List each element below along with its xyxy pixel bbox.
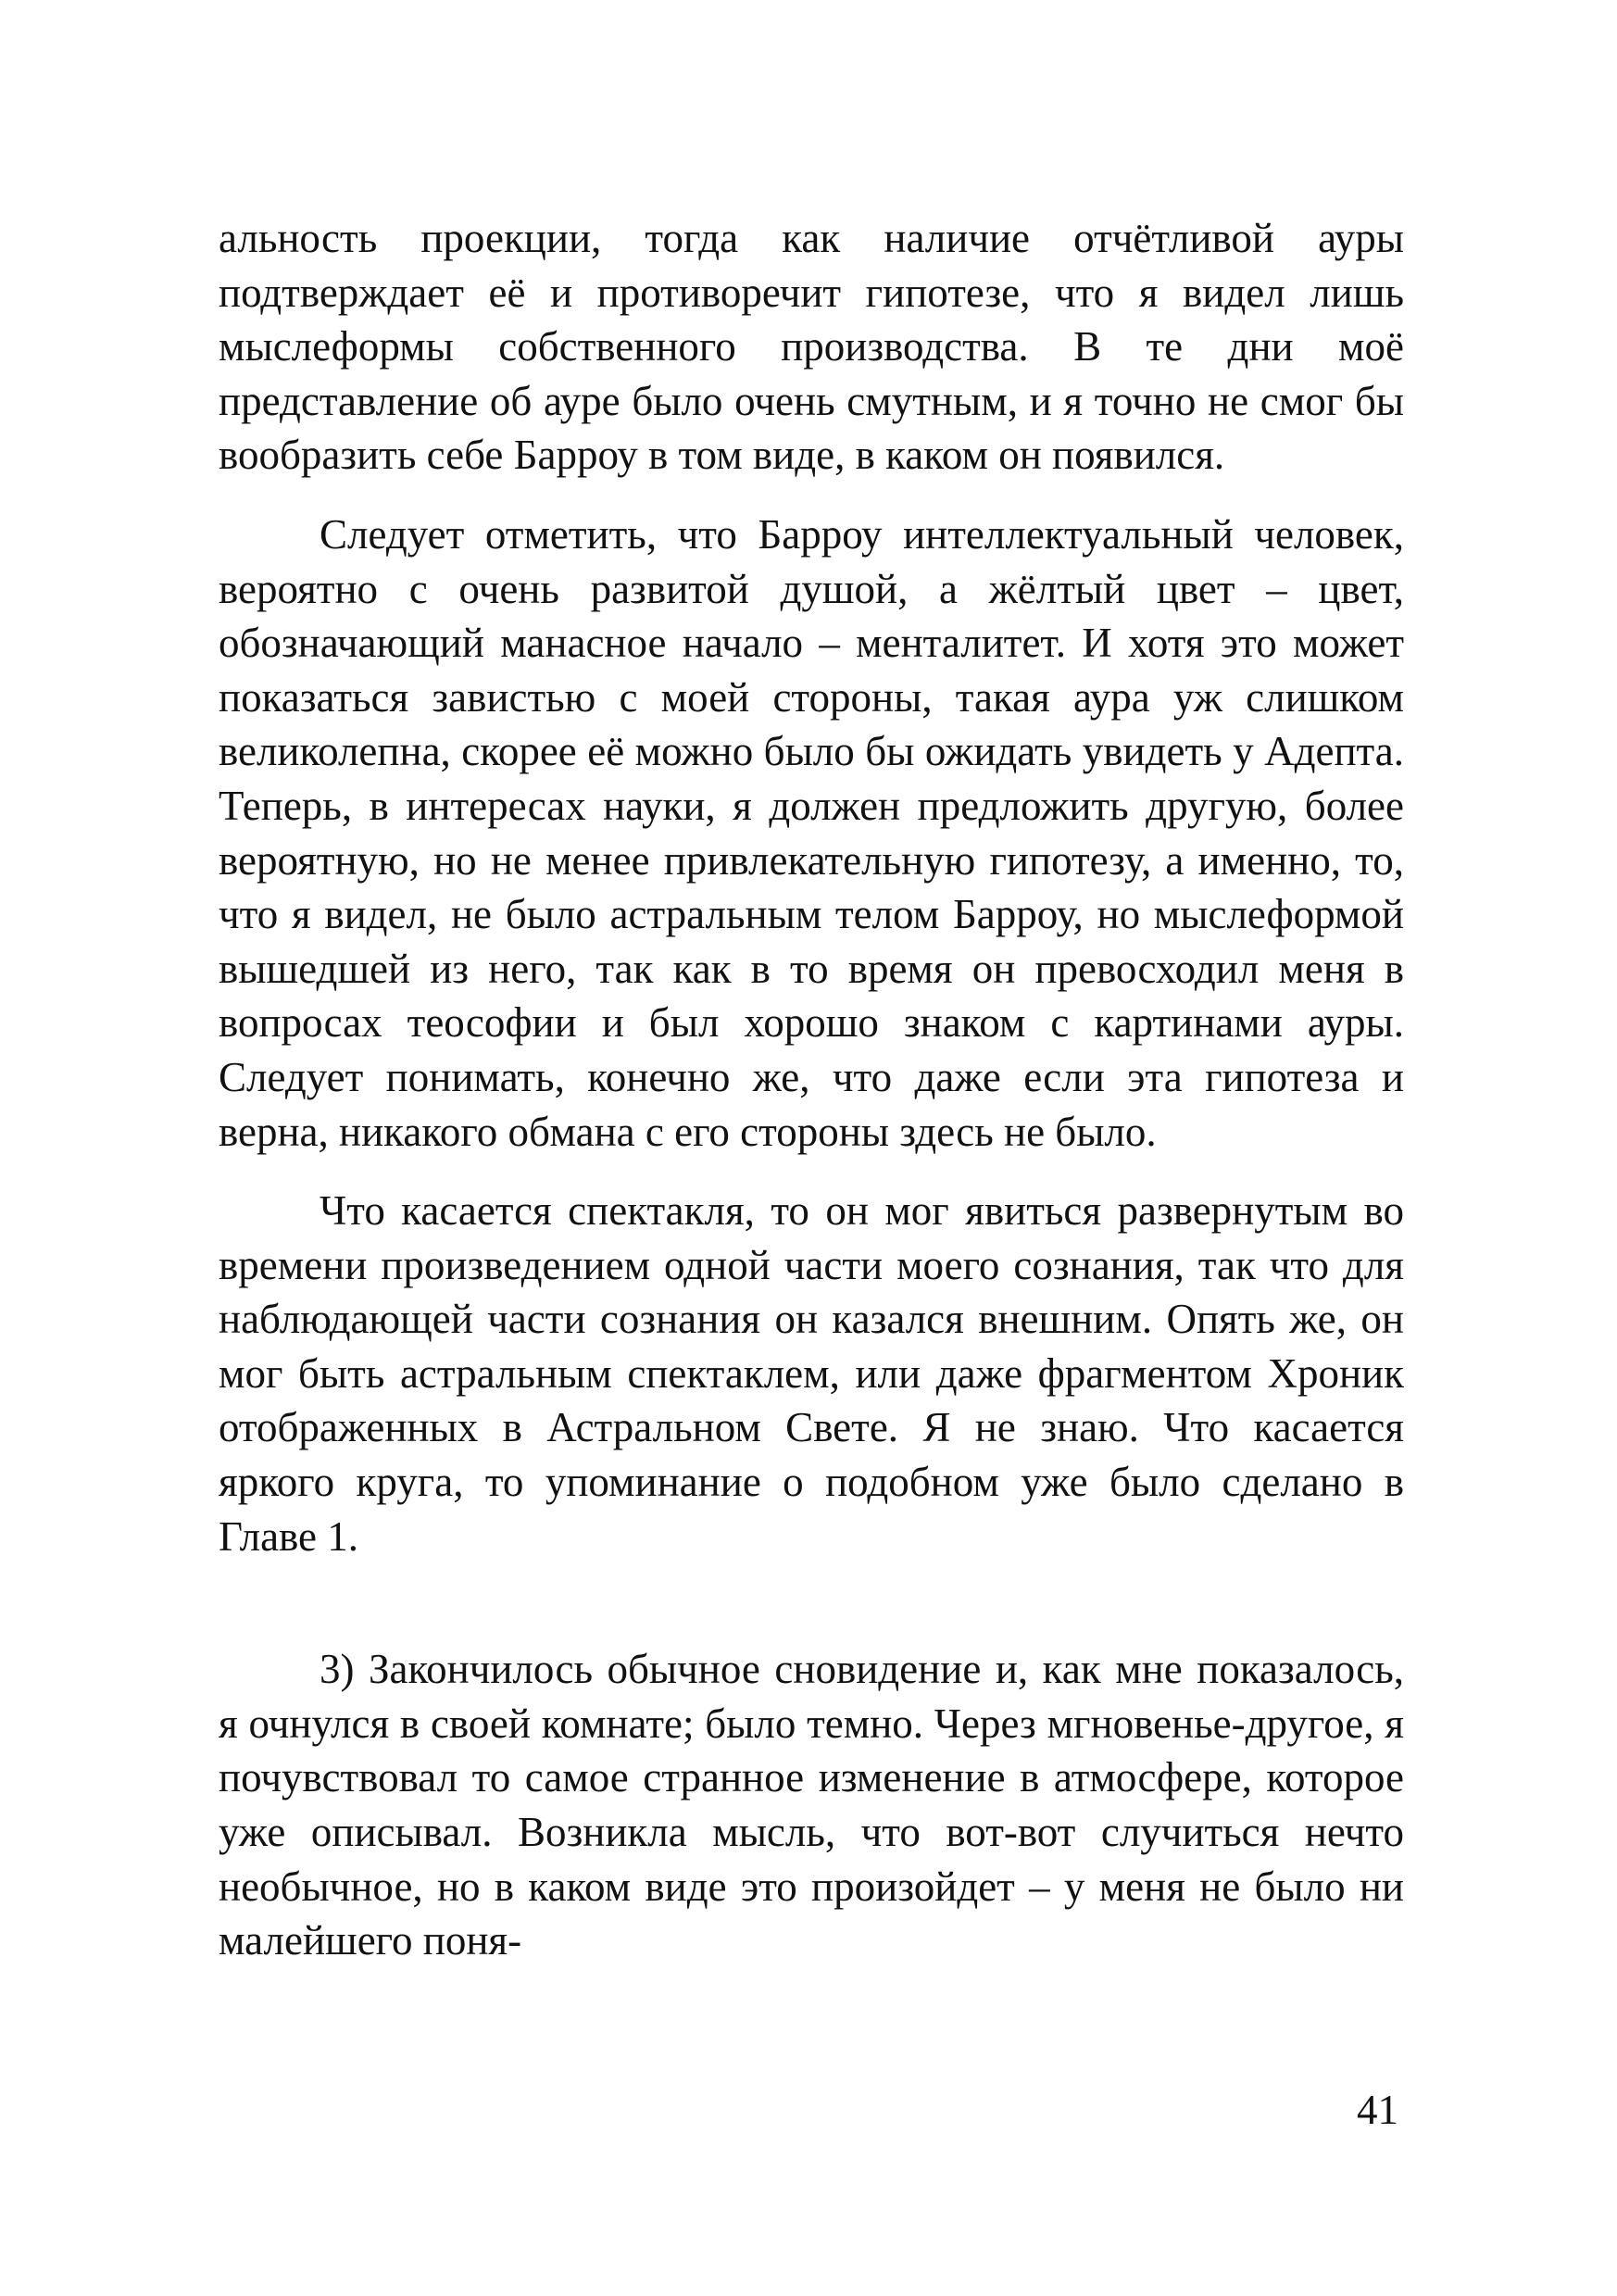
paragraph-spectacle: Что касается спектакля, то он мог явиться развернутым во времени произведением одной части моего сознания, так что для наблюдающей части сознания он казался внешним. Опять же, он мог быть астральным спектаклем, или даже фрагментом Хроник отображенных в Астральном Свете. Я не знаю. Что касается яркого круга, то упоминание о подобном уже было сделано в Главе 1. [219, 1187, 1404, 1560]
paragraph-barrow-aura: Следует отметить, что Барроу интеллектуальный человек, вероятно с очень развитой душой, а жёлтый цвет – цвет, обозначающий манасное начало – менталитет. И хотя это может показаться завистью с моей стороны, такая аура уж слишком великолепна, скорее её можно было бы ожидать увидеть у Адепта. Теперь, в интересах науки, я должен предложить другую, более вероятную, но не менее привлекательную гипотезу, а именно, то, что я видел, не было астральным телом Барроу, но мыслеформой вышедшей из него, так как в то время он превосходил меня в вопросах теософии и был хорошо знаком с картинами ауры. Следует понимать, конечно же, что даже если эта гипотеза и верна, никакого обмана с его стороны здесь не было. [219, 510, 1404, 1155]
paragraph-continuation: альность проекции, тогда как наличие отчётливой ауры подтверждает её и противоречит гипотезе, что я видел лишь мыслеформы собственного производства. В те дни моё представление об ауре было очень смутным, и я точно не смог бы вообразить себе Барроу в том виде, в каком он появился. [219, 215, 1404, 479]
page-number: 41 [1357, 2087, 1398, 2133]
body-text [219, 211, 1404, 1993]
paragraph-numbered-3: 3) Закончилось обычное сновидение и, как мне показалось, я очнулся в своей комнате; было темно. Через мгновенье-другое, я почувствовал то самое странное изменение в атмосфере, которое уже описывал. Возникла мысль, что вот-вот случиться нечто необычное, но в каком виде это произойдет – у меня не было ни малейшего поня- [219, 1646, 1404, 1964]
